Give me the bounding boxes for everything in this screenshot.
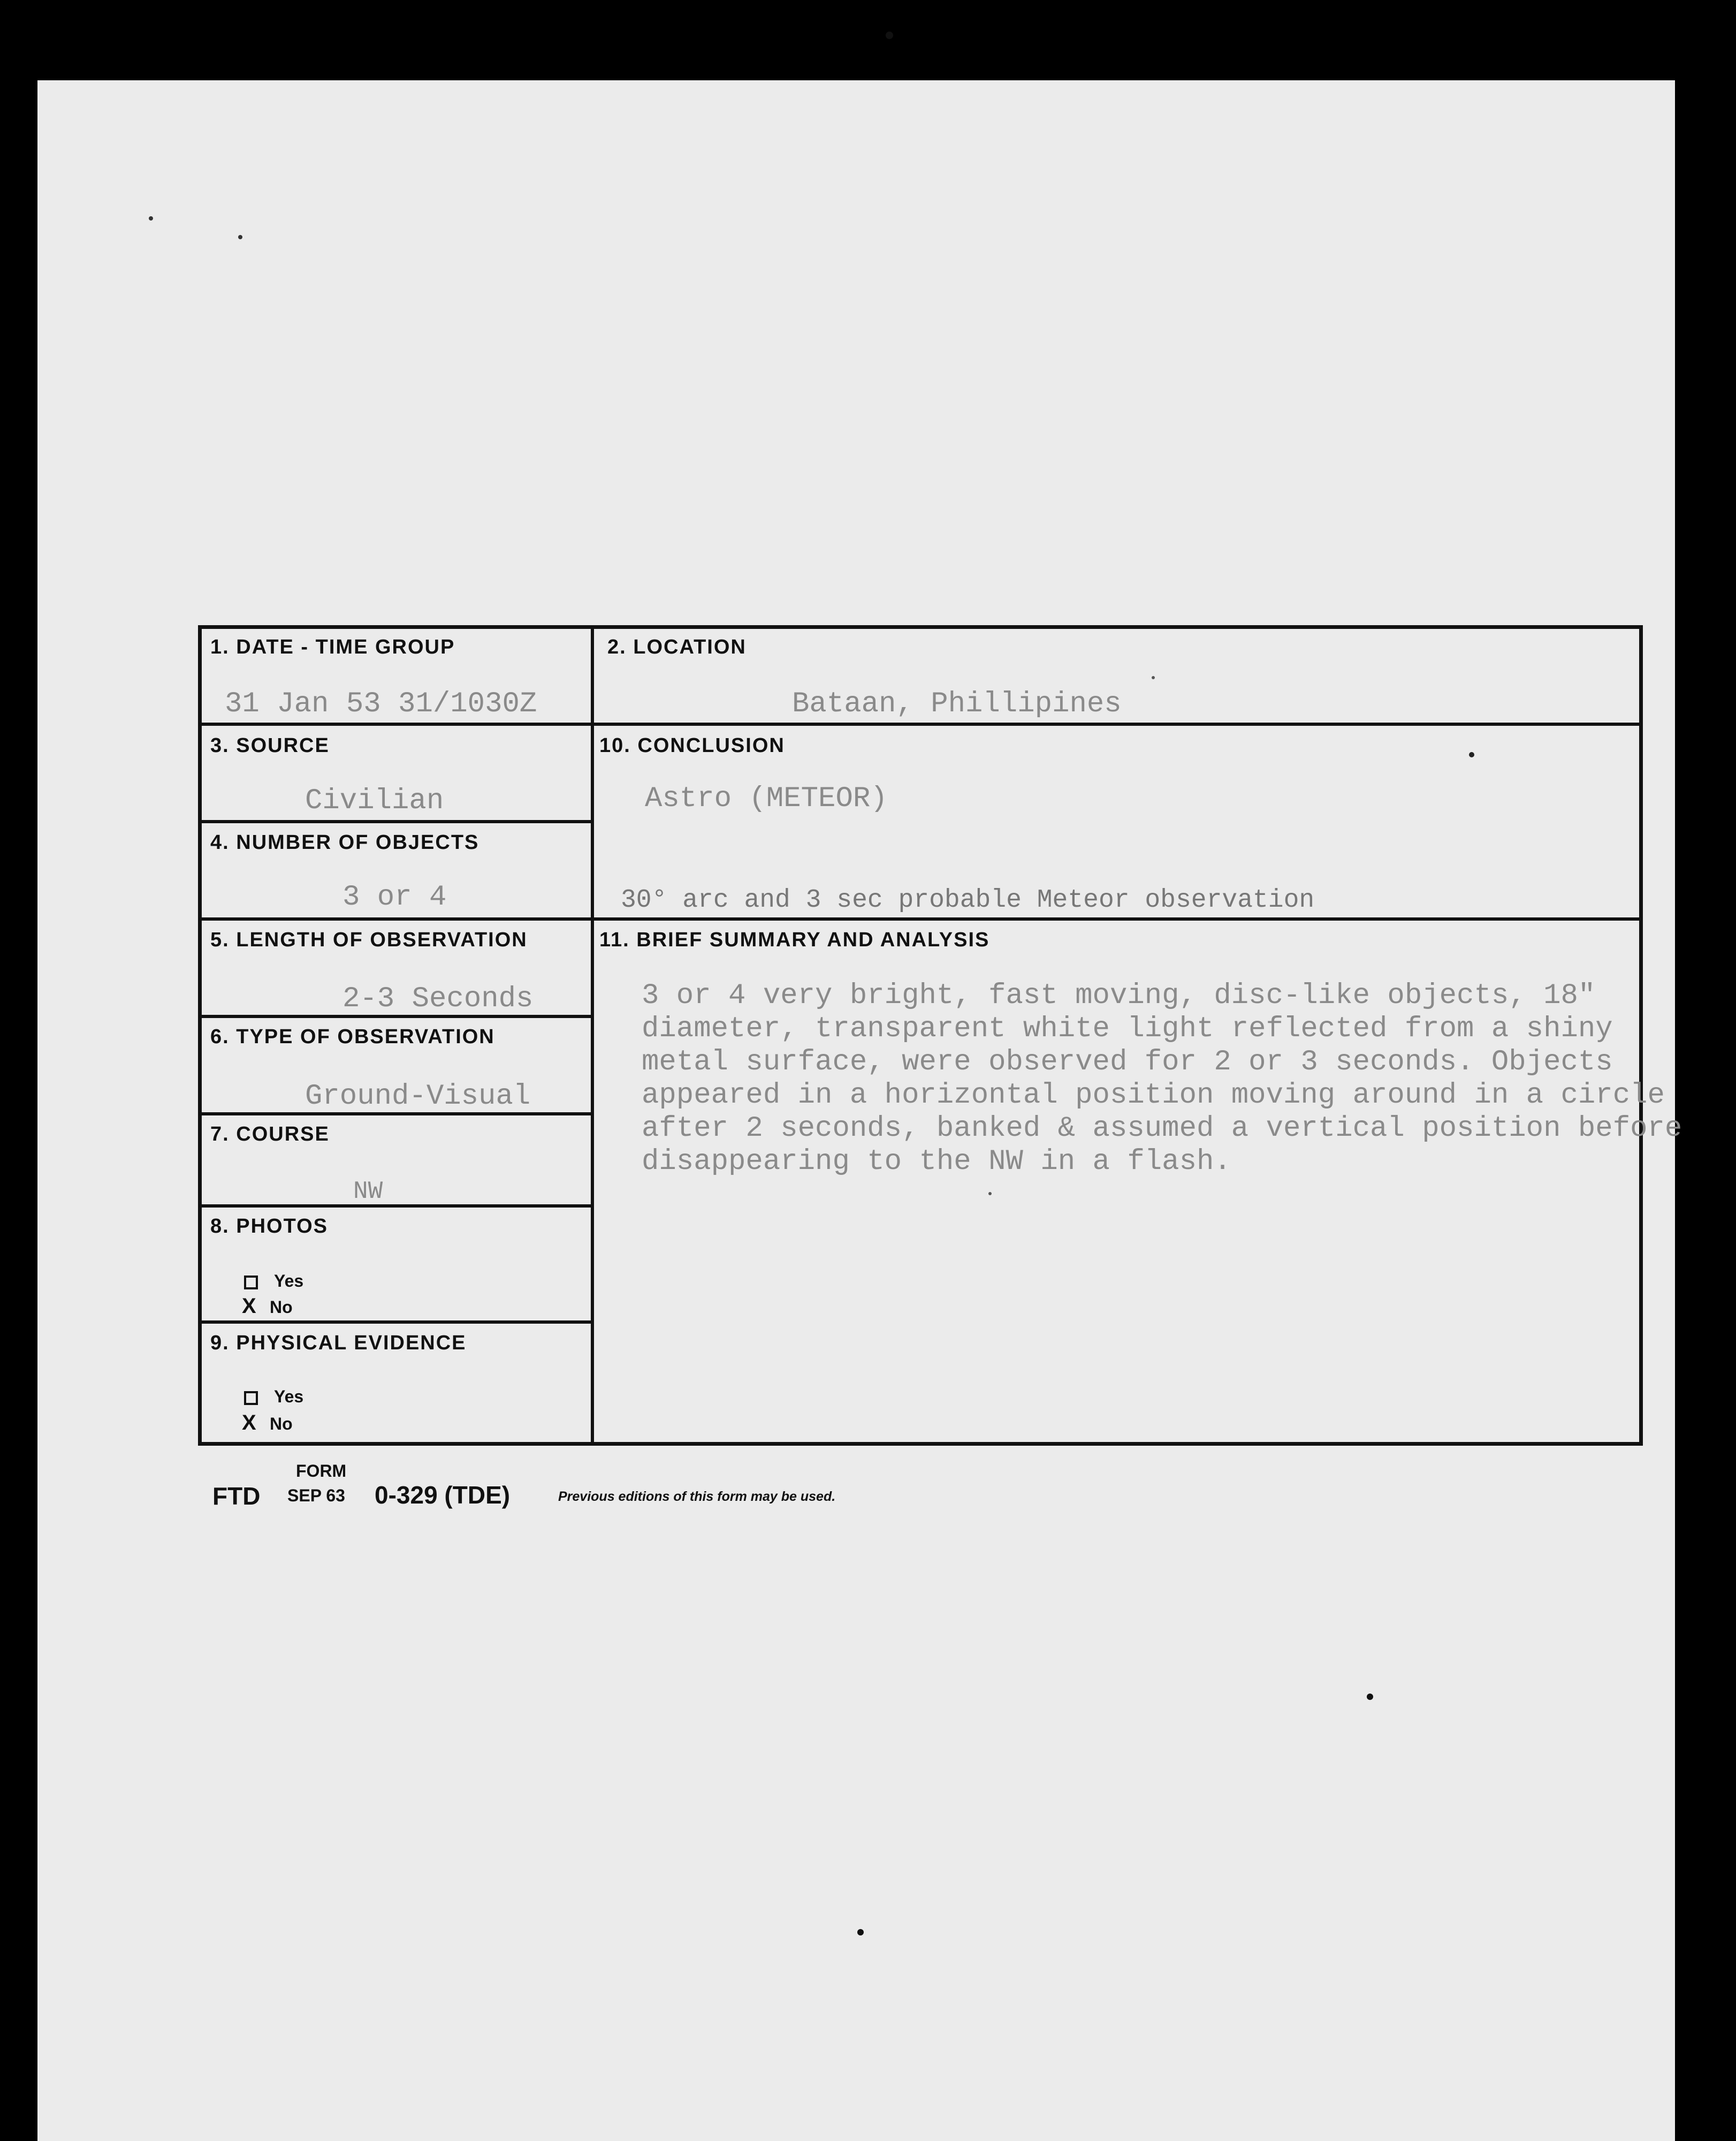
speck	[149, 216, 153, 221]
course-value: NW	[353, 1178, 383, 1205]
number-of-objects-label: 4. NUMBER OF OBJECTS	[210, 831, 479, 854]
date-time-label: 1. DATE - TIME GROUP	[210, 636, 455, 658]
summary-text	[642, 980, 1682, 1179]
type-of-observation-value: Ground-Visual	[305, 1080, 531, 1113]
conclusion-note: 30° arc and 3 sec probable Meteor observation	[621, 886, 1315, 915]
length-of-observation-value: 2-3 Seconds	[342, 983, 534, 1015]
length-of-observation-label: 5. LENGTH OF OBSERVATION	[210, 929, 528, 951]
row-divider-objects	[198, 917, 1643, 921]
option-label: Yes	[274, 1271, 304, 1290]
date-time-value: 31 Jan 53 31/1030Z	[225, 688, 537, 720]
source-label: 3. SOURCE	[210, 734, 330, 757]
location-label: 2. LOCATION	[607, 636, 747, 658]
photos-no-option[interactable]	[242, 1294, 293, 1318]
physical-evidence-label: 9. PHYSICAL EVIDENCE	[210, 1332, 467, 1354]
checkbox-icon[interactable]	[244, 1391, 258, 1405]
source-value: Civilian	[305, 785, 444, 817]
option-label: No	[270, 1297, 293, 1317]
course-label: 7. COURSE	[210, 1123, 330, 1145]
type-of-observation-label: 6. TYPE OF OBSERVATION	[210, 1026, 495, 1048]
form-note: Previous editions of this form may be used.	[558, 1489, 836, 1504]
checkbox-icon[interactable]	[244, 1276, 258, 1289]
checked-x-icon[interactable]: X	[242, 1294, 256, 1318]
summary-line: after 2 seconds, banked & assumed a vertical position before	[642, 1112, 1682, 1145]
photos-yes-option[interactable]	[244, 1271, 303, 1291]
speck	[238, 235, 242, 239]
form-date: SEP 63	[287, 1486, 345, 1505]
summary-line: appeared in a horizontal position moving around in a circle	[642, 1079, 1665, 1112]
evidence-yes-option[interactable]	[244, 1387, 303, 1407]
row-divider-photos	[198, 1320, 592, 1324]
option-label: No	[270, 1414, 293, 1433]
location-value: Bataan, Phillipines	[792, 688, 1122, 720]
form-number: 0-329 (TDE)	[375, 1481, 511, 1509]
summary-line: 3 or 4 very bright, fast moving, disc-like objects, 18"	[642, 980, 1596, 1012]
row-divider-course	[198, 1204, 592, 1208]
checked-x-icon[interactable]: X	[242, 1411, 256, 1434]
number-of-objects-value: 3 or 4	[342, 881, 447, 914]
option-label: Yes	[274, 1387, 304, 1406]
speck	[886, 32, 893, 39]
evidence-no-option[interactable]	[242, 1411, 293, 1435]
form-ftd: FTD	[212, 1482, 261, 1510]
speck	[857, 1929, 864, 1935]
conclusion-value: Astro (METEOR)	[645, 783, 888, 815]
summary-label: 11. BRIEF SUMMARY AND ANALYSIS	[599, 929, 990, 951]
summary-line: diameter, transparent white light reflected from a shiny	[642, 1013, 1613, 1045]
speck	[1367, 1694, 1373, 1700]
row-divider-source	[198, 820, 592, 823]
photos-label: 8. PHOTOS	[210, 1215, 329, 1237]
summary-line: metal surface, were observed for 2 or 3 seconds. Objects	[642, 1046, 1613, 1079]
summary-line: disappearing to the NW in a flash.	[642, 1145, 1231, 1178]
row-divider-date	[198, 723, 1643, 726]
form-word: FORM	[296, 1461, 347, 1481]
conclusion-label: 10. CONCLUSION	[599, 734, 785, 757]
